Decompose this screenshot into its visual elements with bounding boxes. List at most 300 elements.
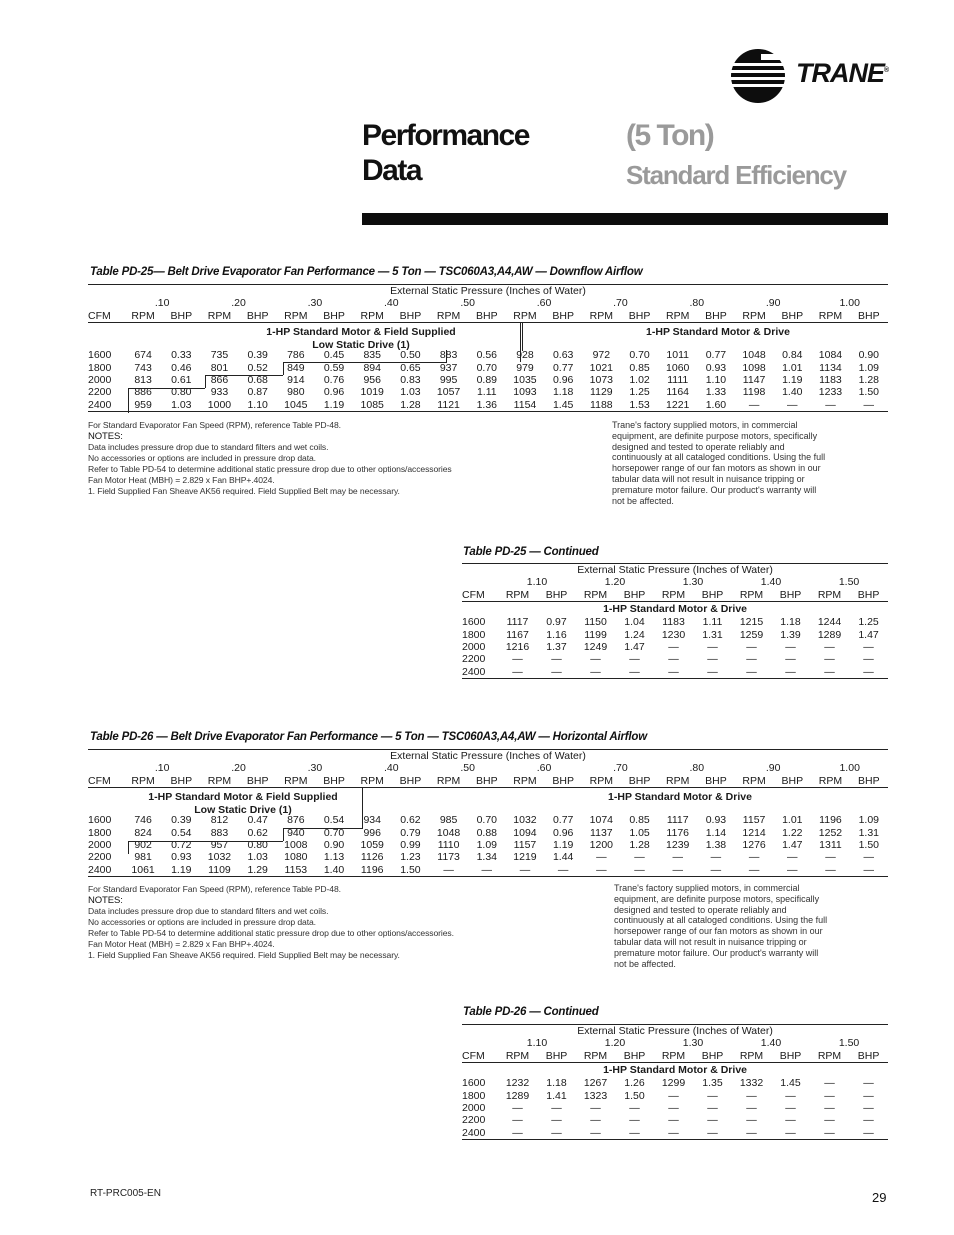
value-cell: 0.54 bbox=[323, 814, 345, 827]
cfm-header: CFM bbox=[462, 1050, 498, 1063]
value-cell: 1299 bbox=[661, 1077, 686, 1090]
pressure-columns bbox=[88, 297, 888, 309]
value-cell: 0.77 bbox=[705, 349, 727, 362]
table-pd25-continued: External Static Pressure (Inches of Water) 1.10 1.20 1.30 1.40 1.50 CFM RPM BHP RPM BHP RPM BHP RPM BHP RPM BHP 1-HP Standard Motor & Drive 1600 1117 0.97 1150 1.04 1183 1.11 1215 1.18 1244 1.25 1800 1167 1.16 1199 1.24 1230 1.31 1259 1.39 1289 1.47 2000 1216 1.37 1249 1.47 — — — — — — 2200 — — — — — — — — — — 2400 — — — — — — — — — — bbox=[462, 563, 888, 679]
value-cell: 0.96 bbox=[323, 386, 345, 399]
bhp-header: BHP bbox=[537, 1050, 576, 1063]
table-row bbox=[462, 653, 888, 665]
pd25-cont-motor-std: 1-HP Standard Motor & Drive bbox=[603, 603, 747, 616]
bhp-header: BHP bbox=[468, 310, 506, 323]
value-cell: 0.93 bbox=[171, 851, 192, 864]
value-cell: 1061 bbox=[124, 864, 162, 877]
value-cell: — bbox=[850, 864, 888, 877]
value-cell: — bbox=[785, 1102, 796, 1115]
value-cell: 1233 bbox=[818, 386, 843, 399]
cfm-cell: 1600 bbox=[462, 1077, 486, 1090]
pressure-col-header: 1.50 bbox=[838, 576, 860, 589]
cfm-header: CFM bbox=[88, 310, 124, 323]
value-cell: 0.90 bbox=[323, 839, 345, 852]
value-cell: — bbox=[811, 864, 849, 877]
table-pd25-cont-caption: Table PD-25 — Continued bbox=[463, 546, 599, 558]
value-cell: — bbox=[551, 1114, 562, 1127]
value-cell: — bbox=[590, 653, 601, 666]
value-cell: 0.90 bbox=[858, 349, 879, 362]
value-cell: 0.79 bbox=[400, 826, 421, 839]
value-cell: — bbox=[825, 851, 836, 864]
value-cell: — bbox=[512, 1114, 523, 1127]
value-cell: 801 bbox=[210, 361, 229, 374]
value-cell: — bbox=[863, 1102, 874, 1115]
rpm-header: RPM bbox=[810, 1050, 849, 1063]
value-cell: 1098 bbox=[742, 361, 766, 374]
bhp-header: BHP bbox=[693, 1050, 732, 1063]
pressure-col-header: .60 bbox=[536, 297, 552, 310]
value-cell: 1.25 bbox=[858, 616, 879, 629]
value-cell: 1008 bbox=[284, 839, 308, 852]
value-cell: 1267 bbox=[583, 1077, 608, 1090]
table-pd26: External Static Pressure (Inches of Water) .10 .20 .30 .40 .50 .60 .70 .80 .90 1.00 CFM RPM BHP RPM BHP RPM BHP RPM BHP RPM BHP RPM BHP RPM BHP RPM BHP RPM BHP RPM BHP 1600 746 0.39 812 0.47 876 0.54 934 0.62 985 0.70 1032 0.77 1074 0.85 1117 0.93 1157 1.01 1196 1.09 1800 824 0.54 883 0.62 940 0.70 996 0.79 1048 0.88 1094 0.96 1137 1.05 1176 1.14 1214 1.22 1252 1.31 2000 902 0.72 957 0.80 1008 0.90 1059 0.99 1110 1.09 1157 1.19 1200 1.28 1239 1.38 1276 1.47 1311 1.50 2200 981 0.93 1032 1.03 1080 1.13 1126 1.23 1173 1.34 1219 1.44 — — — — — — — — 2400 1061 1.19 1109 1.29 1153 1.40 1196 1.50 — — — — — — — — — — — — bbox=[88, 749, 888, 877]
value-cell: — bbox=[771, 1127, 810, 1140]
value-cell: — bbox=[732, 666, 771, 679]
value-cell: — bbox=[668, 641, 679, 654]
value-cell: 1199 bbox=[584, 628, 607, 641]
value-cell: 1.14 bbox=[705, 826, 727, 839]
value-cell: 0.93 bbox=[705, 814, 727, 827]
table-pd26-caption: Table PD-26 — Belt Drive Evaporator Fan Performance — 5 Ton — TSC060A3,A4,AW — Horizontal Airflow bbox=[90, 731, 647, 743]
bhp-header: BHP bbox=[544, 310, 582, 323]
rpm-header: RPM bbox=[735, 775, 773, 788]
value-cell: 1232 bbox=[505, 1077, 530, 1090]
value-cell: 1059 bbox=[360, 839, 384, 852]
table-row bbox=[462, 1114, 888, 1126]
value-cell: 1157 bbox=[513, 839, 537, 852]
value-cell: 0.84 bbox=[782, 349, 803, 362]
cfm-cell: 2200 bbox=[462, 653, 486, 666]
value-cell: 1.11 bbox=[702, 616, 723, 629]
value-cell: 0.96 bbox=[552, 374, 574, 387]
value-cell: — bbox=[785, 1089, 796, 1102]
rpm-header: RPM bbox=[277, 310, 315, 323]
value-cell: — bbox=[735, 864, 773, 877]
value-cell: — bbox=[615, 666, 654, 679]
value-cell: — bbox=[785, 653, 796, 666]
value-cell: 1239 bbox=[666, 839, 690, 852]
rpm-header: RPM bbox=[732, 1050, 771, 1063]
cfm-cell: 2400 bbox=[88, 864, 124, 877]
trane-globe-icon bbox=[730, 48, 788, 104]
value-cell: 0.61 bbox=[171, 374, 192, 387]
value-cell: 1073 bbox=[589, 374, 614, 387]
value-cell: — bbox=[746, 1089, 757, 1102]
bhp-header: BHP bbox=[773, 775, 811, 788]
value-cell: 1.19 bbox=[315, 399, 353, 412]
pressure-col-header: .10 bbox=[154, 297, 170, 310]
value-cell: 1147 bbox=[742, 374, 766, 387]
table-row bbox=[88, 399, 888, 412]
esp-label: External Static Pressure (Inches of Water) bbox=[88, 285, 888, 298]
value-cell: — bbox=[824, 1102, 835, 1115]
pressure-col-header: .80 bbox=[689, 762, 705, 775]
value-cell: — bbox=[863, 1089, 874, 1102]
pressure-col-header: .70 bbox=[613, 762, 628, 775]
value-cell: — bbox=[707, 1114, 718, 1127]
bhp-header: BHP bbox=[849, 589, 888, 602]
value-cell: 824 bbox=[134, 826, 152, 839]
value-cell: — bbox=[824, 641, 835, 654]
value-cell: 0.80 bbox=[247, 839, 268, 852]
value-cell: 0.62 bbox=[247, 826, 268, 839]
value-cell: 1.19 bbox=[782, 374, 803, 387]
pressure-col-header: 1.00 bbox=[839, 762, 860, 775]
value-cell: 1.10 bbox=[705, 374, 727, 387]
value-cell: — bbox=[668, 1089, 679, 1102]
value-cell: 1200 bbox=[589, 839, 614, 852]
bhp-header: BHP bbox=[544, 775, 582, 788]
value-cell: — bbox=[746, 641, 757, 654]
value-cell: 1.28 bbox=[629, 839, 650, 852]
value-cell: 866 bbox=[210, 374, 229, 387]
value-cell: — bbox=[693, 1127, 732, 1140]
cfm-cell: 1800 bbox=[462, 1089, 486, 1102]
value-cell: 934 bbox=[363, 814, 381, 827]
value-cell: 1.33 bbox=[705, 386, 727, 399]
cfm-cell: 1600 bbox=[88, 349, 112, 362]
pressure-col-header: 1.10 bbox=[526, 576, 548, 589]
value-cell: 1.40 bbox=[315, 864, 353, 877]
pressure-col-header: .10 bbox=[154, 762, 170, 775]
pressure-col-header: .40 bbox=[384, 297, 399, 310]
rpm-header: RPM bbox=[732, 589, 771, 602]
bhp-header: BHP bbox=[849, 1050, 888, 1063]
value-cell: 1.34 bbox=[476, 851, 497, 864]
value-cell: 1.44 bbox=[552, 851, 574, 864]
pressure-col-header: 1.10 bbox=[526, 1037, 548, 1050]
value-cell: 1109 bbox=[200, 864, 238, 877]
value-cell: 1.19 bbox=[162, 864, 200, 877]
value-cell: 1.10 bbox=[239, 399, 277, 412]
pressure-col-header: .20 bbox=[231, 762, 246, 775]
page-subtitle-tonnage: (5 Ton) bbox=[626, 119, 714, 152]
value-cell: 1214 bbox=[742, 826, 766, 839]
value-cell: — bbox=[746, 1114, 757, 1127]
bhp-header: BHP bbox=[537, 589, 576, 602]
value-cell: 1045 bbox=[277, 399, 315, 412]
table-row bbox=[88, 851, 888, 863]
rpm-header: RPM bbox=[200, 310, 238, 323]
value-cell: 0.39 bbox=[171, 814, 192, 827]
value-cell: 0.93 bbox=[705, 361, 727, 374]
value-cell: 1.03 bbox=[162, 399, 200, 412]
value-cell: 1311 bbox=[819, 839, 842, 852]
value-cell: — bbox=[551, 1102, 562, 1115]
rpm-header: RPM bbox=[811, 775, 849, 788]
value-cell: 1110 bbox=[437, 839, 460, 852]
value-cell: — bbox=[590, 1102, 601, 1115]
value-cell: — bbox=[707, 653, 718, 666]
value-cell: 0.72 bbox=[171, 839, 192, 852]
value-cell: 940 bbox=[287, 826, 305, 839]
value-cell: — bbox=[773, 399, 811, 412]
value-cell: — bbox=[498, 666, 537, 679]
bhp-header: BHP bbox=[773, 310, 811, 323]
cfm-cell: 1800 bbox=[88, 361, 112, 374]
value-cell: — bbox=[596, 851, 607, 864]
value-cell: 1289 bbox=[817, 628, 842, 641]
bhp-header: BHP bbox=[697, 310, 735, 323]
value-cell: 1137 bbox=[590, 826, 613, 839]
page-subtitle-efficiency: Standard Efficiency bbox=[626, 160, 846, 190]
value-cell: — bbox=[629, 1102, 640, 1115]
value-cell: 1.18 bbox=[546, 1077, 567, 1090]
value-cell: 1.60 bbox=[697, 399, 735, 412]
value-cell: — bbox=[785, 641, 796, 654]
table-row bbox=[462, 1077, 888, 1089]
value-cell: 1021 bbox=[589, 361, 614, 374]
value-cell: — bbox=[824, 1089, 835, 1102]
value-cell: 1.03 bbox=[400, 386, 421, 399]
pressure-col-header: .30 bbox=[307, 762, 323, 775]
rpm-header: RPM bbox=[582, 310, 620, 323]
title-rule bbox=[362, 213, 888, 225]
value-cell: — bbox=[430, 864, 468, 877]
value-cell: 812 bbox=[210, 814, 229, 827]
value-cell: 1332 bbox=[739, 1077, 764, 1090]
value-cell: 1048 bbox=[436, 826, 461, 839]
value-cell: 1.09 bbox=[858, 361, 879, 374]
value-cell: 1.09 bbox=[858, 814, 879, 827]
cfm-cell: 1800 bbox=[88, 826, 112, 839]
value-cell: 1183 bbox=[662, 616, 685, 629]
cfm-cell: 2200 bbox=[88, 851, 112, 864]
value-cell: 0.96 bbox=[552, 826, 574, 839]
table-pd25-caption: Table PD-25— Belt Drive Evaporator Fan Performance — 5 Ton — TSC060A3,A4,AW — Downflow Airflow bbox=[90, 266, 643, 278]
bhp-header: BHP bbox=[468, 775, 506, 788]
value-cell: — bbox=[849, 1127, 888, 1140]
bhp-header: BHP bbox=[162, 310, 200, 323]
pressure-col-header: .50 bbox=[460, 297, 475, 310]
table-row bbox=[88, 386, 888, 398]
value-cell: 0.45 bbox=[323, 349, 345, 362]
cfm-cell: 2000 bbox=[462, 641, 486, 654]
value-cell: 0.46 bbox=[171, 361, 192, 374]
value-cell: 981 bbox=[134, 851, 152, 864]
value-cell: 1.50 bbox=[858, 839, 879, 852]
value-cell: — bbox=[785, 1114, 796, 1127]
rpm-header: RPM bbox=[498, 1050, 537, 1063]
pd26-motor-field: 1-HP Standard Motor & Field Supplied Low Static Drive (1) bbox=[148, 791, 338, 816]
pressure-col-header: 1.20 bbox=[604, 1037, 626, 1050]
value-cell: 0.52 bbox=[247, 361, 268, 374]
value-cell: — bbox=[615, 1127, 654, 1140]
value-cell: — bbox=[629, 1114, 640, 1127]
bhp-header: BHP bbox=[620, 310, 658, 323]
value-cell: 0.88 bbox=[476, 826, 497, 839]
value-cell: 1.22 bbox=[782, 826, 803, 839]
value-cell: 1032 bbox=[513, 814, 537, 827]
value-cell: 1276 bbox=[742, 839, 766, 852]
value-cell: — bbox=[620, 864, 658, 877]
value-cell: 0.63 bbox=[552, 349, 574, 362]
value-cell: 0.76 bbox=[323, 374, 345, 387]
value-cell: 1167 bbox=[506, 628, 529, 641]
value-cell: 1.47 bbox=[624, 641, 645, 654]
value-cell: 1259 bbox=[739, 628, 764, 641]
bhp-header: BHP bbox=[771, 589, 810, 602]
value-cell: 1.01 bbox=[782, 361, 803, 374]
value-cell: 1117 bbox=[666, 814, 689, 827]
value-cell: 1.23 bbox=[400, 851, 421, 864]
value-cell: 1.13 bbox=[323, 851, 345, 864]
pressure-col-header: .40 bbox=[384, 762, 399, 775]
table-row bbox=[88, 362, 888, 374]
value-cell: 0.62 bbox=[400, 814, 421, 827]
rpm-header: RPM bbox=[735, 310, 773, 323]
value-cell: 1019 bbox=[360, 386, 384, 399]
table-pd26-continued: External Static Pressure (Inches of Water) 1.10 1.20 1.30 1.40 1.50 CFM RPM BHP RPM BHP RPM BHP RPM BHP RPM BHP 1-HP Standard Motor & Drive 1600 1232 1.18 1267 1.26 1299 1.35 1332 1.45 — — 1800 1289 1.41 1323 1.50 — — — — — — 2000 — — — — — — — — — — 2200 — — — — — — — — — — 2400 — — — — — — — — — — bbox=[462, 1024, 888, 1140]
table-pd25-body bbox=[88, 349, 888, 412]
table-row bbox=[462, 1127, 888, 1140]
value-cell: 1.50 bbox=[624, 1089, 645, 1102]
value-cell: 1.45 bbox=[544, 399, 582, 412]
value-cell: — bbox=[810, 666, 849, 679]
value-cell: — bbox=[672, 851, 683, 864]
value-cell: — bbox=[576, 1127, 615, 1140]
value-cell: 0.85 bbox=[629, 361, 650, 374]
value-cell: 914 bbox=[287, 374, 305, 387]
value-cell: — bbox=[707, 1102, 718, 1115]
bhp-header: BHP bbox=[315, 310, 353, 323]
value-cell: 1126 bbox=[360, 851, 384, 864]
value-cell: 1154 bbox=[506, 399, 544, 412]
value-cell: — bbox=[697, 864, 735, 877]
bhp-header: BHP bbox=[615, 589, 654, 602]
bhp-header: BHP bbox=[693, 589, 732, 602]
value-cell: 1.16 bbox=[546, 628, 567, 641]
value-cell: 972 bbox=[592, 349, 611, 362]
value-cell: — bbox=[811, 399, 849, 412]
bhp-header: BHP bbox=[615, 1050, 654, 1063]
table-row bbox=[462, 1090, 888, 1102]
bhp-header: BHP bbox=[620, 775, 658, 788]
value-cell: 0.70 bbox=[476, 814, 497, 827]
pressure-col-header: .90 bbox=[765, 762, 781, 775]
value-cell: 0.99 bbox=[400, 839, 421, 852]
value-cell: 933 bbox=[210, 386, 229, 399]
value-cell: 1.47 bbox=[858, 628, 879, 641]
value-cell: 886 bbox=[134, 386, 152, 399]
value-cell: 1323 bbox=[583, 1089, 608, 1102]
value-cell: 1080 bbox=[284, 851, 308, 864]
bhp-header: BHP bbox=[697, 775, 735, 788]
page-title bbox=[362, 118, 529, 188]
value-cell: — bbox=[863, 1114, 874, 1127]
value-cell: 1035 bbox=[513, 374, 537, 387]
value-cell: — bbox=[582, 864, 620, 877]
document-code: RT-PRC005-EN bbox=[90, 1188, 161, 1199]
pd25-motor-field: 1-HP Standard Motor & Field Supplied Low Static Drive (1) bbox=[266, 326, 456, 351]
value-cell: — bbox=[863, 851, 875, 864]
value-cell: — bbox=[773, 864, 811, 877]
value-cell: 0.87 bbox=[247, 386, 268, 399]
table-row bbox=[462, 616, 888, 628]
value-cell: — bbox=[498, 1127, 537, 1140]
cfm-cell: 1800 bbox=[462, 628, 486, 641]
value-cell: 1221 bbox=[659, 399, 697, 412]
bhp-header: BHP bbox=[850, 310, 888, 323]
value-cell: 1.09 bbox=[476, 839, 497, 852]
table-pd26-body bbox=[88, 814, 888, 877]
value-cell: 1150 bbox=[584, 616, 607, 629]
value-cell: 995 bbox=[439, 374, 458, 387]
pressure-col-header: 1.40 bbox=[760, 1037, 782, 1050]
value-cell: 1000 bbox=[200, 399, 238, 412]
value-cell: — bbox=[506, 864, 544, 877]
rpm-header: RPM bbox=[498, 589, 537, 602]
pressure-col-header: .30 bbox=[307, 297, 323, 310]
value-cell: 957 bbox=[210, 839, 229, 852]
value-cell: 0.65 bbox=[400, 361, 421, 374]
value-cell: — bbox=[824, 1077, 835, 1090]
value-cell: 1.50 bbox=[391, 864, 429, 877]
value-cell: 1.36 bbox=[468, 399, 506, 412]
table-row bbox=[462, 641, 888, 653]
value-cell: 876 bbox=[287, 814, 305, 827]
value-cell: 1.28 bbox=[858, 374, 879, 387]
value-cell: 1134 bbox=[819, 361, 842, 374]
pd26-cont-motor-std: 1-HP Standard Motor & Drive bbox=[603, 1064, 747, 1077]
value-cell: 1.03 bbox=[247, 851, 268, 864]
value-cell: — bbox=[863, 641, 874, 654]
rpm-header: RPM bbox=[200, 775, 238, 788]
value-cell: 1.45 bbox=[780, 1077, 801, 1090]
unit-row bbox=[88, 310, 888, 323]
value-cell: — bbox=[693, 666, 732, 679]
value-cell: 0.89 bbox=[476, 374, 497, 387]
value-cell: — bbox=[810, 1127, 849, 1140]
rpm-header: RPM bbox=[124, 775, 162, 788]
value-cell: 1153 bbox=[277, 864, 315, 877]
value-cell: 0.77 bbox=[552, 361, 574, 374]
value-cell: 979 bbox=[516, 361, 534, 374]
value-cell: 894 bbox=[363, 361, 381, 374]
table-row bbox=[88, 374, 888, 386]
value-cell: 883 bbox=[439, 349, 458, 362]
value-cell: 996 bbox=[363, 826, 381, 839]
footnote-ref: 1 bbox=[400, 339, 407, 351]
value-cell: 1.02 bbox=[629, 374, 650, 387]
value-cell: 980 bbox=[287, 386, 305, 399]
pressure-col-header: .20 bbox=[231, 297, 246, 310]
value-cell: 1289 bbox=[505, 1089, 530, 1102]
value-cell: 902 bbox=[134, 839, 152, 852]
table-row bbox=[88, 864, 888, 877]
value-cell: — bbox=[735, 399, 773, 412]
value-cell: 0.83 bbox=[400, 374, 421, 387]
value-cell: 1121 bbox=[430, 399, 468, 412]
rpm-header: RPM bbox=[654, 1050, 693, 1063]
value-cell: 0.97 bbox=[546, 616, 567, 629]
value-cell: 0.70 bbox=[323, 826, 345, 839]
value-cell: — bbox=[710, 851, 722, 864]
pd25-field-bracket bbox=[200, 323, 523, 351]
value-cell: 1.18 bbox=[780, 616, 801, 629]
value-cell: 835 bbox=[363, 349, 381, 362]
cfm-cell: 2000 bbox=[88, 374, 112, 387]
rpm-header: RPM bbox=[430, 775, 468, 788]
value-cell: 1244 bbox=[817, 616, 842, 629]
value-cell: 1085 bbox=[353, 399, 391, 412]
pd25-warranty-note: Trane's factory supplied motors, in commercial equipment, are definite purpose motors, specifically designed and tested to operate reliably and continuously at all cataloged conditions. Using the full horsepower range of our fan motors as shown in our tabular data will not result in nuisance tripping or premature motor failure. Our product's warranty will not be affected. bbox=[612, 420, 826, 506]
